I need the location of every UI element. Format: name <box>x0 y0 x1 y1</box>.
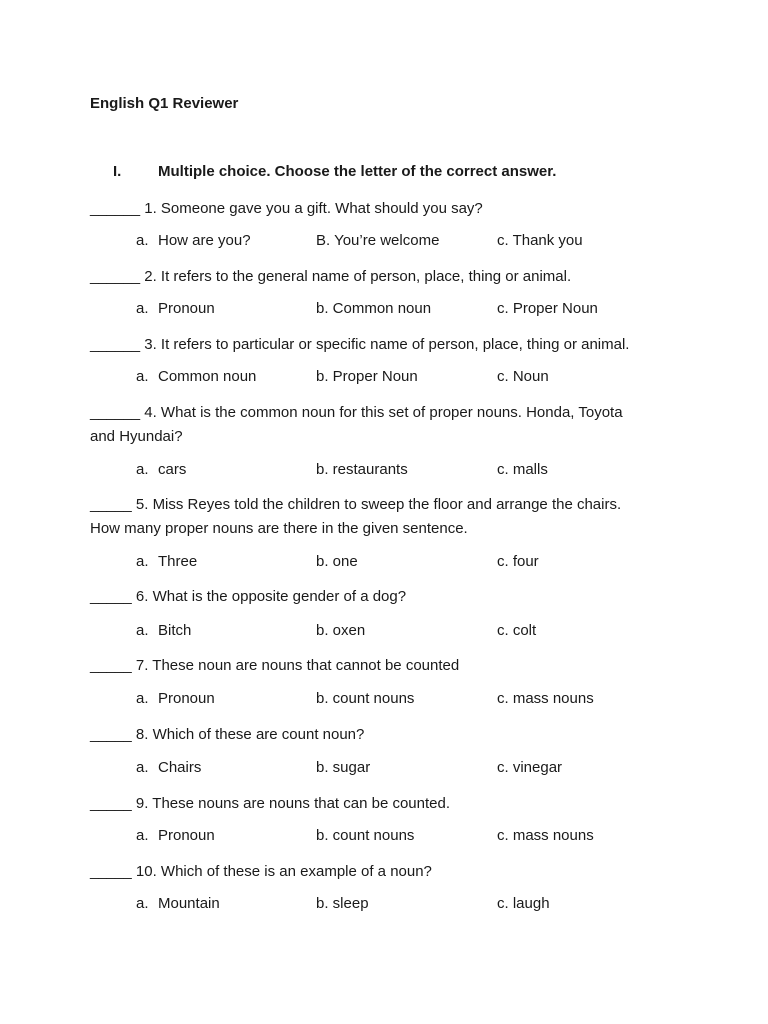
choice-c: c. four <box>497 553 539 570</box>
choice-marker: a. <box>136 690 149 707</box>
choice-c: c. laugh <box>497 895 550 912</box>
question-text: 5. Miss Reyes told the children to sweep the floor and arrange the chairs. <box>131 496 622 513</box>
choice-c: c. mass nouns <box>497 690 594 707</box>
choice-marker: a. <box>136 300 149 317</box>
choice-a <box>136 826 215 846</box>
choice-a <box>136 231 251 251</box>
choice-a <box>136 367 256 387</box>
answer-blank: _____ <box>90 863 132 880</box>
question-5 <box>90 493 690 541</box>
question-2 <box>90 265 690 289</box>
choice-a-text: Pronoun <box>158 827 215 844</box>
question-7 <box>90 654 690 678</box>
choice-c: c. Thank you <box>497 232 583 249</box>
choice-a-text: Mountain <box>158 895 220 912</box>
choice-marker: a. <box>136 827 149 844</box>
choice-a-text: Chairs <box>158 759 202 776</box>
choice-a-text: Three <box>158 553 198 570</box>
choice-a-text: How are you? <box>158 232 251 249</box>
choice-a <box>136 894 220 914</box>
document-title: English Q1 Reviewer <box>90 95 239 112</box>
choice-c: c. Noun <box>497 368 549 385</box>
question-text-line <box>90 197 690 221</box>
choice-a-text: cars <box>158 461 187 478</box>
choice-a-text: Common noun <box>158 368 257 385</box>
question-text: 6. What is the opposite gender of a dog? <box>131 588 407 605</box>
question-4 <box>90 401 690 449</box>
answer-blank: _____ <box>90 726 132 743</box>
choice-c: c. colt <box>497 622 537 639</box>
question-text-line <box>90 585 690 609</box>
choice-marker: a. <box>136 895 149 912</box>
choice-a-text: Pronoun <box>158 690 215 707</box>
choice-marker: a. <box>136 622 149 639</box>
choice-b: b. sleep <box>316 895 369 912</box>
choice-a <box>136 621 191 641</box>
choice-a <box>136 299 215 319</box>
answer-blank: ______ <box>90 404 141 421</box>
choice-b: b. one <box>316 553 358 570</box>
question-text-line: and Hyundai? <box>90 428 183 445</box>
question-1 <box>90 197 690 221</box>
answer-blank: ______ <box>90 336 141 353</box>
question-text: 2. It refers to the general name of person, place, thing or animal. <box>140 268 572 285</box>
question-text-line <box>90 333 690 357</box>
question-text-line: How many proper nouns are there in the given sentence. <box>90 520 468 537</box>
question-text: 3. It refers to particular or specific name of person, place, thing or animal. <box>140 336 630 353</box>
question-text-line <box>90 401 690 425</box>
question-text-line <box>90 493 690 517</box>
choice-marker: a. <box>136 232 149 249</box>
choice-marker: a. <box>136 759 149 776</box>
answer-blank: _____ <box>90 657 132 674</box>
answer-blank: ______ <box>90 268 141 285</box>
choice-b: b. count nouns <box>316 690 415 707</box>
choice-a <box>136 552 197 572</box>
choice-a-text: Bitch <box>158 622 192 639</box>
question-text: 1. Someone gave you a gift. What should you say? <box>140 200 483 217</box>
question-text-line <box>90 860 690 884</box>
choice-marker: a. <box>136 461 149 478</box>
question-text-line <box>90 654 690 678</box>
question-text: 9. These nouns are nouns that can be counted. <box>131 795 451 812</box>
question-6 <box>90 585 690 609</box>
choice-a-text: Pronoun <box>158 300 215 317</box>
answer-blank: ______ <box>90 200 141 217</box>
choice-b: b. Common noun <box>316 300 432 317</box>
question-text: 8. Which of these are count noun? <box>131 726 365 743</box>
choice-b: b. count nouns <box>316 827 415 844</box>
choice-b: B. You’re welcome <box>316 232 440 249</box>
choice-a <box>136 689 215 709</box>
question-text: 7. These noun are nouns that cannot be counted <box>131 657 460 674</box>
question-3 <box>90 333 690 357</box>
question-10 <box>90 860 690 884</box>
question-text: 10. Which of these is an example of a noun? <box>131 863 432 880</box>
choice-a <box>136 758 201 778</box>
question-9 <box>90 792 690 816</box>
choice-b: b. restaurants <box>316 461 408 478</box>
section-numeral: I. <box>113 163 122 180</box>
choice-marker: a. <box>136 553 149 570</box>
choice-c: c. mass nouns <box>497 827 594 844</box>
question-text-line <box>90 265 690 289</box>
choice-c: c. Proper Noun <box>497 300 598 317</box>
choice-b: b. sugar <box>316 759 371 776</box>
section-instruction: Multiple choice. Choose the letter of the correct answer. <box>158 163 557 180</box>
question-text-line <box>90 792 690 816</box>
choice-marker: a. <box>136 368 149 385</box>
choice-a <box>136 460 186 480</box>
choice-c: c. vinegar <box>497 759 563 776</box>
choice-b: b. oxen <box>316 622 366 639</box>
choice-c: c. malls <box>497 461 548 478</box>
question-8 <box>90 723 690 747</box>
answer-blank: _____ <box>90 496 132 513</box>
answer-blank: _____ <box>90 795 132 812</box>
question-text-line <box>90 723 690 747</box>
question-text: 4. What is the common noun for this set of proper nouns. Honda, Toyota <box>140 404 623 421</box>
answer-blank: _____ <box>90 588 132 605</box>
choice-b: b. Proper Noun <box>316 368 418 385</box>
